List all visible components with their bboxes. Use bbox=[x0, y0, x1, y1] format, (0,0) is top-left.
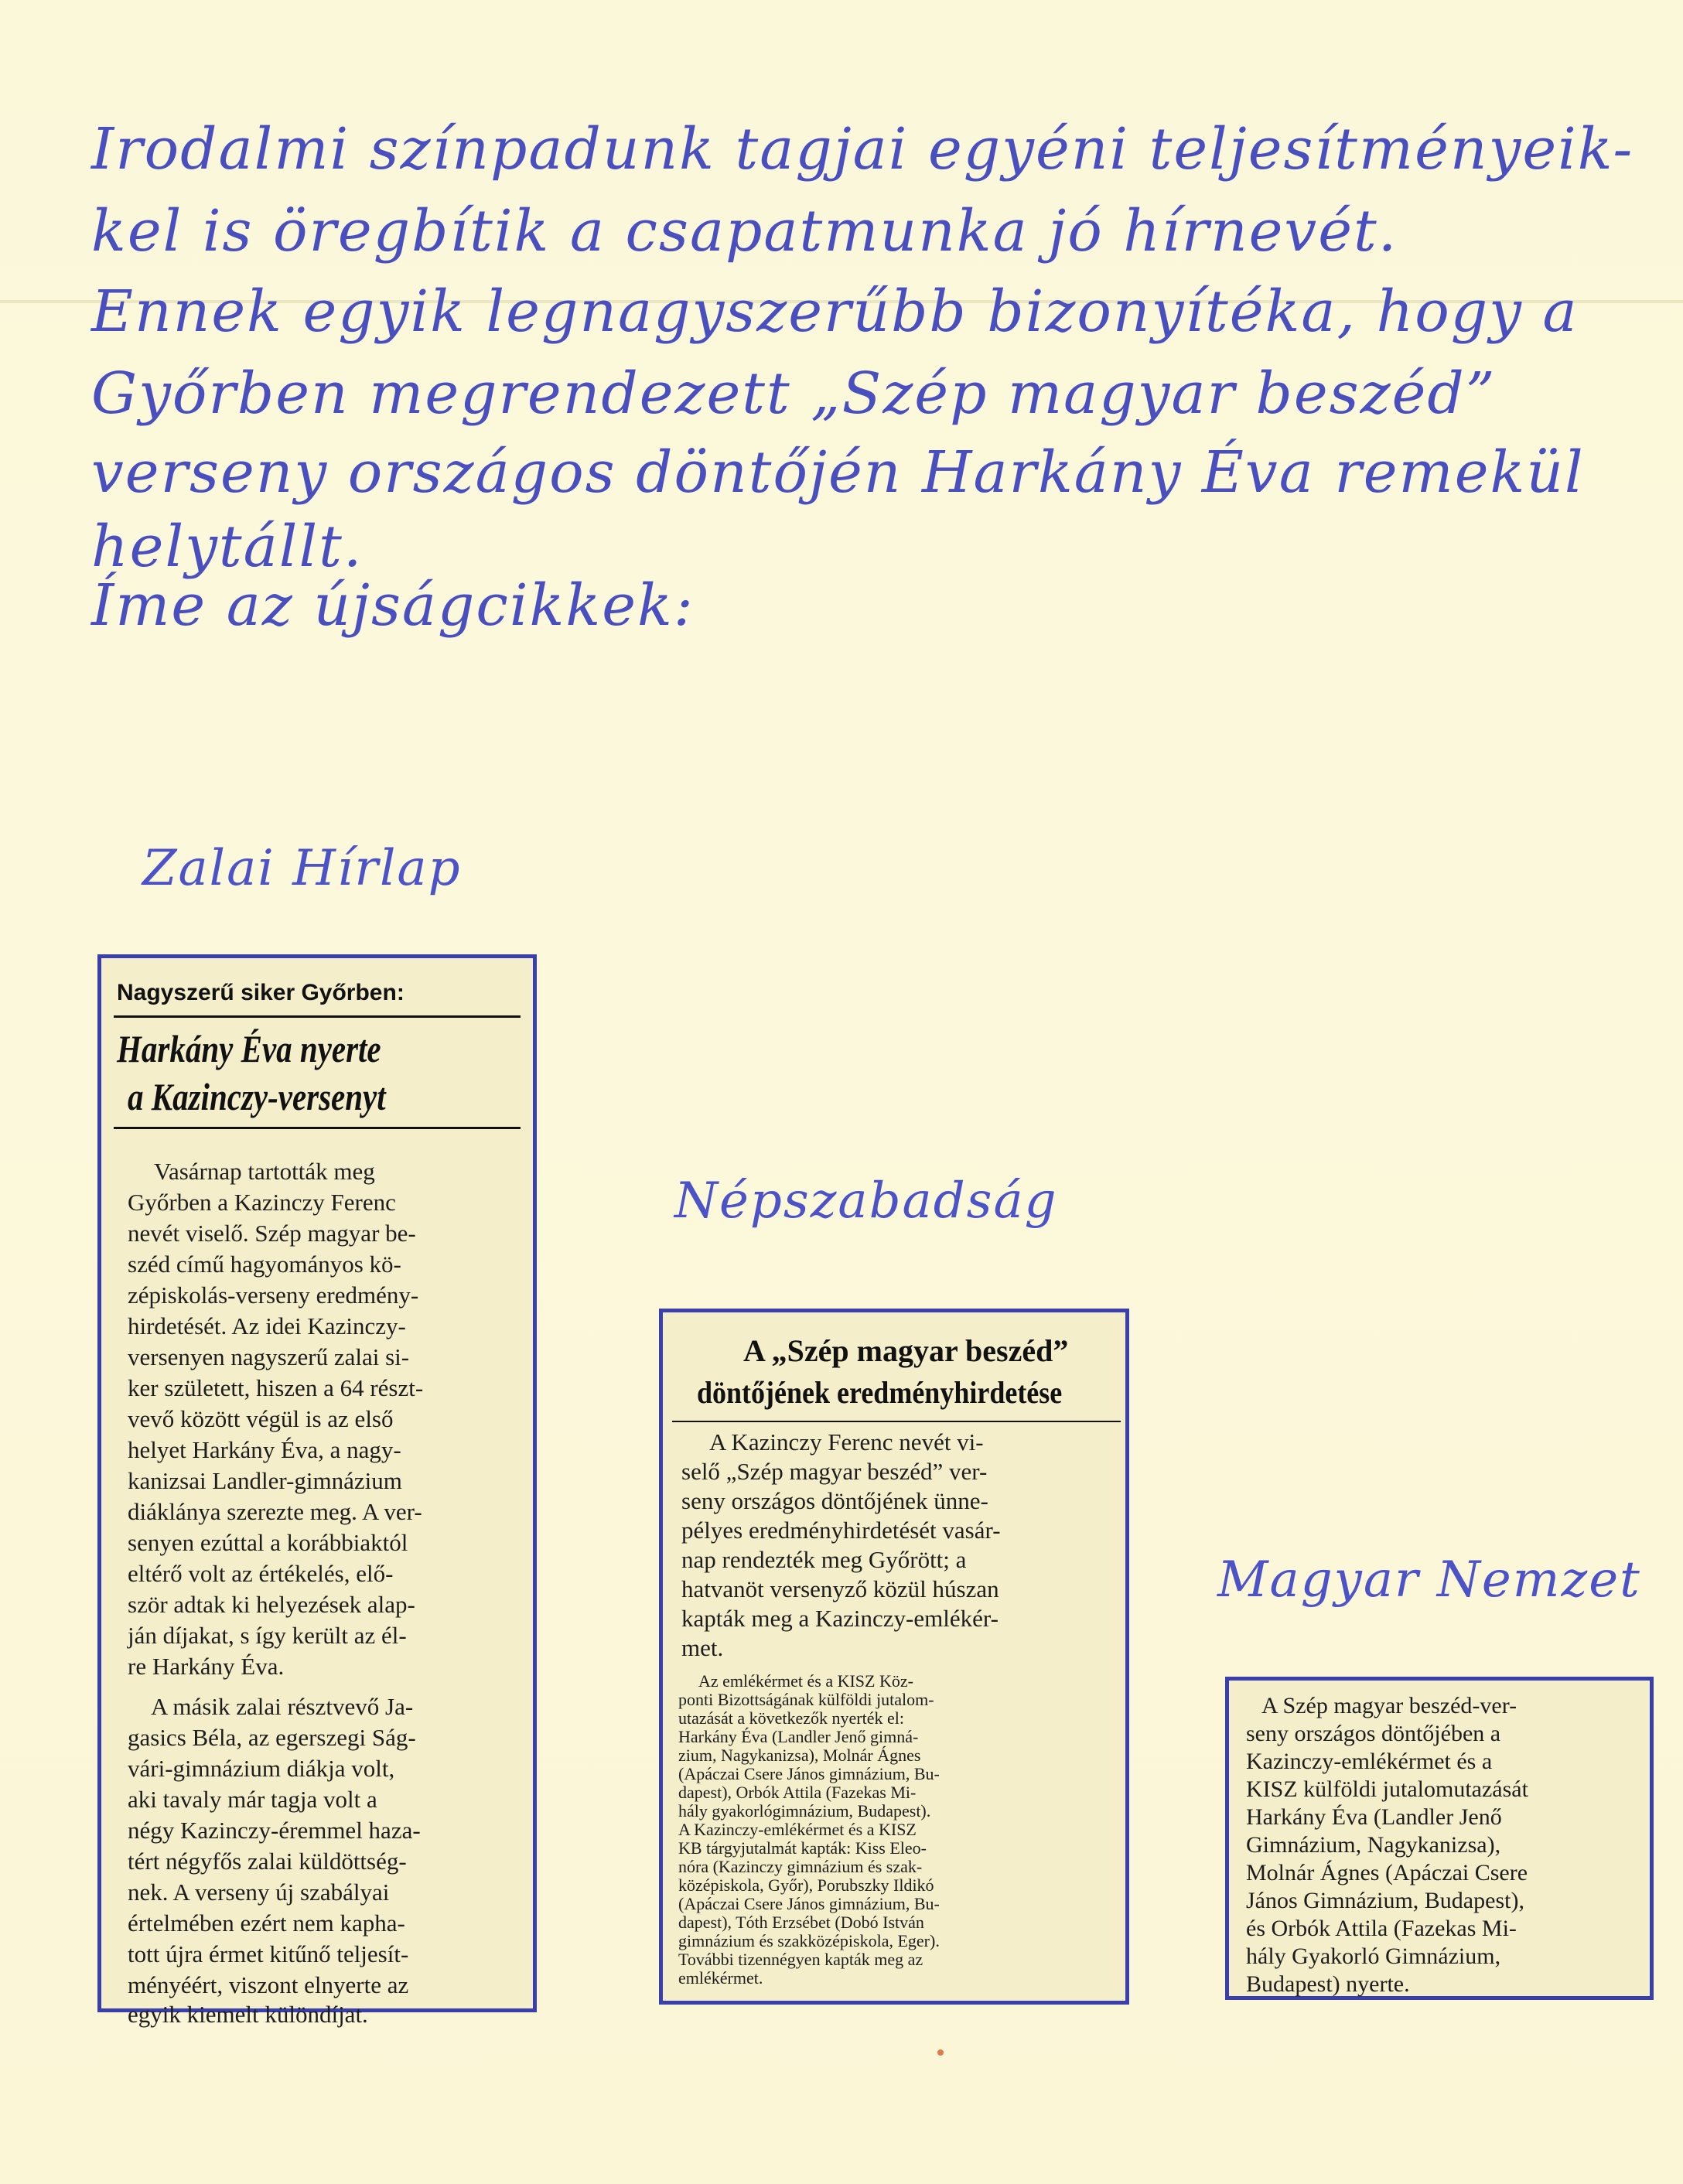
handwriting-line-6: helytállt. bbox=[91, 514, 364, 580]
article-line: re Harkány Éva. bbox=[128, 1653, 285, 1680]
article-line: KISZ külföldi jutalomutazását bbox=[1246, 1776, 1528, 1802]
article-small-line: Harkány Éva (Landler Jenő gimná- bbox=[678, 1727, 919, 1746]
article-line: A Kazinczy Ferenc nevét vi- bbox=[709, 1428, 984, 1455]
article-line: hirdetését. Az idei Kazinczy- bbox=[128, 1312, 406, 1339]
handwriting-line-3: Ennek egyik legnagyszerűbb bizonyítéka, hogy a bbox=[91, 278, 1579, 345]
handwriting-line-5: verseny országos döntőjén Harkány Éva remekül bbox=[91, 439, 1585, 506]
article-line: négy Kazinczy-éremmel haza- bbox=[128, 1817, 421, 1844]
divider bbox=[114, 1127, 521, 1129]
article-line: gasics Béla, az egerszegi Ság- bbox=[128, 1724, 416, 1751]
article-line: hatvanöt versenyző közül húszan bbox=[681, 1575, 999, 1602]
handwriting-line-4: Győrben megrendezett „Szép magyar beszéd” bbox=[91, 360, 1497, 427]
article-small-line: Az emlékérmet és a KISZ Köz- bbox=[698, 1671, 913, 1691]
article-line: Vasárnap tartották meg bbox=[154, 1158, 375, 1185]
article-line: nek. A verseny új szabályai bbox=[128, 1879, 390, 1906]
newspaper-clipping-zalai-hirlap bbox=[97, 954, 537, 2028]
article-line: tért négyfős zalai küldöttség- bbox=[128, 1848, 407, 1875]
divider bbox=[672, 1421, 1121, 1422]
newspaper-clipping-nepszabadsag bbox=[659, 1309, 1129, 2005]
article-line: vári-gimnázium diákja volt, bbox=[128, 1755, 395, 1782]
handwriting-line-1: Irodalmi színpadunk tagjai egyéni teljesítményeik- bbox=[91, 116, 1634, 183]
article-small-line: KB tárgyjutalmát kapták: Kiss Eleo- bbox=[678, 1838, 927, 1858]
clipping-headline-line-2: döntőjének eredményhirdetése bbox=[697, 1375, 1063, 1410]
article-small-line: ponti Bizottságának külföldi jutalom- bbox=[678, 1690, 934, 1709]
handwriting-line-2: kel is öregbítik a csapatmunka jó hírnevét. bbox=[91, 198, 1398, 264]
article-line: Harkány Éva (Landler Jenő bbox=[1246, 1804, 1502, 1830]
article-line: ker született, hiszen a 64 részt- bbox=[128, 1374, 424, 1401]
article-line: aki tavaly már tagja volt a bbox=[128, 1786, 377, 1813]
article-small-line: utazását a következők nyerték el: bbox=[678, 1708, 904, 1728]
article-line: eltérő volt az értékelés, elő- bbox=[128, 1560, 394, 1587]
article-line: nevét viselő. Szép magyar be- bbox=[128, 1220, 416, 1247]
article-line: értelmében ezért nem kapha- bbox=[128, 1909, 405, 1937]
ink-spot bbox=[937, 2049, 944, 2056]
article-line: met. bbox=[681, 1634, 724, 1661]
article-line: Győrben a Kazinczy Ferenc bbox=[128, 1189, 396, 1216]
article-line: hály Gyakorló Gimnázium, bbox=[1246, 1943, 1501, 1969]
source-label-nepszabadsag: Népszabadság bbox=[674, 1172, 1058, 1230]
article-line: nap rendezték meg Győrött; a bbox=[681, 1546, 967, 1573]
article-line: János Gimnázium, Budapest), bbox=[1246, 1888, 1524, 1913]
article-line: ször adtak ki helyezések alap- bbox=[128, 1591, 415, 1618]
article-small-line: (Apáczai Csere János gimnázium, Bu- bbox=[678, 1894, 940, 1913]
article-line: seny országos döntőjének ünne- bbox=[681, 1487, 988, 1514]
article-line: Molnár Ágnes (Apáczai Csere bbox=[1246, 1860, 1528, 1885]
article-small-line: A Kazinczy-emlékérmet és a KISZ bbox=[678, 1820, 917, 1839]
article-small-line: További tizennégyen kapták meg az bbox=[678, 1950, 923, 1969]
article-line: ján díjakat, s így került az él- bbox=[128, 1622, 407, 1649]
clipping-kicker: Nagyszerű siker Győrben: bbox=[117, 980, 405, 1005]
article-line: ményéért, viszont elnyerte az bbox=[128, 1971, 409, 1998]
source-label-zalai-hirlap: Zalai Hírlap bbox=[142, 840, 462, 897]
article-small-line: dapest), Tóth Erzsébet (Dobó István bbox=[678, 1913, 924, 1932]
article-line: Gimnázium, Nagykanizsa), bbox=[1246, 1832, 1501, 1858]
article-small-line: (Apáczai Csere János gimnázium, Bu- bbox=[678, 1764, 940, 1783]
article-line: A másik zalai résztvevő Ja- bbox=[151, 1693, 414, 1720]
article-line: kapták meg a Kazinczy-emlékér- bbox=[681, 1605, 999, 1632]
article-line: zépiskolás-verseny eredmény- bbox=[128, 1281, 419, 1309]
source-label-magyar-nemzet: Magyar Nemzet bbox=[1217, 1551, 1641, 1609]
article-small-line: emlékérmet. bbox=[678, 1968, 763, 1988]
article-line: seny országos döntőjében a bbox=[1246, 1721, 1501, 1746]
article-small-line: nóra (Kazinczy gimnázium és szak- bbox=[678, 1857, 923, 1876]
clipping-headline-line-2: a Kazinczy-versenyt bbox=[128, 1075, 386, 1118]
newspaper-clipping-magyar-nemzet bbox=[1225, 1677, 1654, 2000]
article-line: diáklánya szerezte meg. A ver- bbox=[128, 1498, 422, 1525]
article-line: egyik kiemelt különdíjat. bbox=[128, 2001, 368, 2028]
article-small-line: zium, Nagykanizsa), Molnár Ágnes bbox=[678, 1745, 921, 1765]
article-line: helyet Harkány Éva, a nagy- bbox=[128, 1436, 401, 1463]
article-line: széd című hagyományos kö- bbox=[128, 1251, 401, 1278]
article-line: tott újra érmet kitűnő teljesít- bbox=[128, 1940, 409, 1967]
article-small-line: hály gyakorlógimnázium, Budapest). bbox=[678, 1801, 931, 1821]
clipping-headline-line-1: Harkány Éva nyerte bbox=[117, 1027, 381, 1070]
article-line: pélyes eredményhirdetését vasár- bbox=[681, 1517, 1001, 1544]
article-line: vevő között végül is az első bbox=[128, 1405, 394, 1432]
article-small-line: középiskola, Győr), Porubszky Ildikó bbox=[678, 1875, 934, 1895]
article-line: A Szép magyar beszéd-ver- bbox=[1261, 1693, 1517, 1718]
handwriting-line-7: Íme az újságcikkek: bbox=[91, 572, 695, 639]
article-line: kanizsai Landler-gimnázium bbox=[128, 1467, 402, 1494]
divider bbox=[114, 1015, 521, 1018]
article-line: versenyen nagyszerű zalai si- bbox=[128, 1343, 410, 1370]
article-line: és Orbók Attila (Fazekas Mi- bbox=[1246, 1916, 1517, 1941]
clipping-headline-line-1: A „Szép magyar beszéd” bbox=[743, 1333, 1069, 1368]
article-line: Budapest) nyerte. bbox=[1246, 1971, 1410, 1997]
article-line: Kazinczy-emlékérmet és a bbox=[1246, 1749, 1493, 1774]
article-small-line: gimnázium és szakközépiskola, Eger). bbox=[678, 1931, 940, 1950]
article-small-line: dapest), Orbók Attila (Fazekas Mi- bbox=[678, 1783, 917, 1802]
article-line: selő „Szép magyar beszéd” ver- bbox=[681, 1458, 988, 1485]
article-line: senyen ezúttal a korábbiaktól bbox=[128, 1529, 408, 1556]
